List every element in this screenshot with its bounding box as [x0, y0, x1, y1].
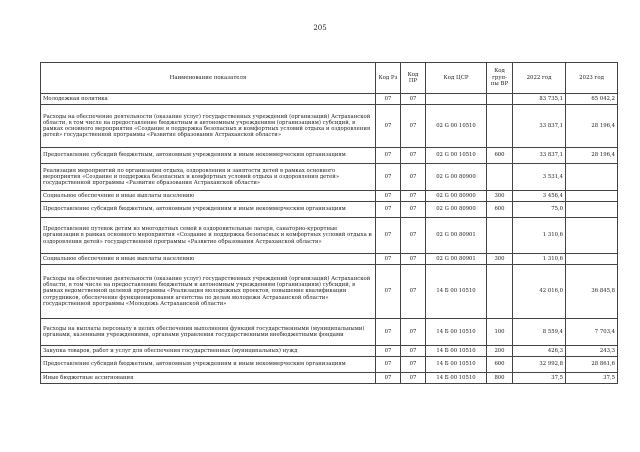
cell-pr: 07 — [401, 265, 426, 319]
cell-2023: 37,5 — [566, 373, 618, 384]
cell-2022: 3 456,4 — [513, 191, 566, 202]
cell-csr: 14 Б 00 10510 — [426, 265, 487, 319]
cell-rz: 07 — [376, 254, 401, 265]
cell-csr: 02 G 00 10510 — [426, 148, 487, 164]
cell-name: Предоставление субсидий бюджетным, автономным учреждениям и иным некоммерческим организациям — [41, 357, 376, 373]
cell-name: Расходы на выплаты персоналу в целях обеспечения выполнения функций государственными (муниципальными) органами, казенными учреждениями, органами управления государственными внебюджетными фондами — [41, 319, 376, 346]
cell-2023: 36 845,8 — [566, 265, 618, 319]
cell-2022: 1 310,6 — [513, 254, 566, 265]
cell-rz: 07 — [376, 94, 401, 105]
table-row — [41, 319, 618, 346]
cell-2023 — [566, 218, 618, 254]
cell-rz: 07 — [376, 164, 401, 191]
table-row — [41, 164, 618, 191]
cell-rz: 07 — [376, 191, 401, 202]
header-2023: 2023 год — [566, 63, 618, 94]
cell-name: Социальное обеспечение и иные выплаты населению — [41, 191, 376, 202]
cell-2023 — [566, 191, 618, 202]
cell-2023: 28 196,4 — [566, 148, 618, 164]
cell-rz: 07 — [376, 105, 401, 148]
cell-pr: 07 — [401, 164, 426, 191]
cell-2023: 243,3 — [566, 346, 618, 357]
cell-2022: 8 559,4 — [513, 319, 566, 346]
table-row — [41, 105, 618, 148]
cell-vr: 600 — [487, 357, 513, 373]
page-number: 205 — [313, 24, 327, 32]
cell-csr: 02 G 00 80900 — [426, 191, 487, 202]
cell-pr: 07 — [401, 357, 426, 373]
cell-rz: 07 — [376, 319, 401, 346]
cell-vr: 300 — [487, 191, 513, 202]
cell-name: Предоставление субсидий бюджетным, автономным учреждениям и иным некоммерческим организациям — [41, 202, 376, 218]
table-row — [41, 357, 618, 373]
cell-vr: 800 — [487, 373, 513, 384]
cell-rz: 07 — [376, 148, 401, 164]
cell-pr: 07 — [401, 254, 426, 265]
cell-rz: 07 — [376, 202, 401, 218]
cell-csr: 02 G 00 80901 — [426, 218, 487, 254]
cell-csr: 02 G 00 80901 — [426, 254, 487, 265]
cell-2023 — [566, 164, 618, 191]
cell-csr: 14 Б 00 10510 — [426, 346, 487, 357]
header-kod-vr: Код груп-пы ВР — [487, 63, 513, 94]
cell-vr: 200 — [487, 346, 513, 357]
budget-table — [40, 62, 618, 384]
cell-2023: 28 861,6 — [566, 357, 618, 373]
cell-2022: 32 992,8 — [513, 357, 566, 373]
cell-pr: 07 — [401, 218, 426, 254]
cell-csr: 14 Б 00 10510 — [426, 373, 487, 384]
table-row — [41, 254, 618, 265]
cell-2022: 33 837,1 — [513, 105, 566, 148]
table-row — [41, 265, 618, 319]
cell-vr: 600 — [487, 202, 513, 218]
cell-pr: 07 — [401, 202, 426, 218]
table-row — [41, 148, 618, 164]
cell-name: Расходы на обеспечение деятельности (оказание услуг) государственных учреждений (организаций) Астраханской области, в том числе на предоставление бюджетным и автономным учреждениям (организациям) субсидий, в рамках ведомственной целевой программы «Реализация молодежных проектов, повышение квалификации сотрудников, обеспечение функционирования агентства по делам молодежи Астраханской области» государственной программы «Молодежь Астраханской области» — [41, 265, 376, 319]
cell-csr: 02 G 00 80900 — [426, 202, 487, 218]
table-row — [41, 373, 618, 384]
cell-name: Социальное обеспечение и иные выплаты населению — [41, 254, 376, 265]
cell-name: Молодежная политика — [41, 94, 376, 105]
cell-2022: 426,3 — [513, 346, 566, 357]
cell-vr — [487, 265, 513, 319]
cell-csr: 02 G 00 80900 — [426, 164, 487, 191]
cell-vr — [487, 218, 513, 254]
cell-csr: 14 Б 00 10510 — [426, 357, 487, 373]
cell-pr: 07 — [401, 148, 426, 164]
cell-2022: 33 837,1 — [513, 148, 566, 164]
cell-vr: 300 — [487, 254, 513, 265]
cell-name: Расходы на обеспечение деятельности (оказание услуг) государственных учреждений (организаций) Астраханской области, в том числе на предоставление бюджетным и автономным учреждениям (организациям) субсидий, в рамках основного мероприятия «Создание и поддержка безопасных и комфортных условий отдыха и оздоровления детей» государственной программы «Развитие образования Астраханской области» — [41, 105, 376, 148]
cell-vr — [487, 94, 513, 105]
header-name: Наименование показателя — [41, 63, 376, 94]
cell-2023: 65 042,2 — [566, 94, 618, 105]
header-kod-csr: Код ЦСР — [426, 63, 487, 94]
cell-vr: 600 — [487, 148, 513, 164]
header-kod-pr: Код ПР — [401, 63, 426, 94]
table-row — [41, 346, 618, 357]
cell-vr — [487, 164, 513, 191]
cell-rz: 07 — [376, 218, 401, 254]
cell-pr: 07 — [401, 94, 426, 105]
cell-2022: 42 016,0 — [513, 265, 566, 319]
cell-2022: 1 310,6 — [513, 218, 566, 254]
cell-pr: 07 — [401, 105, 426, 148]
cell-rz: 07 — [376, 357, 401, 373]
cell-pr: 07 — [401, 191, 426, 202]
cell-2022: 83 735,1 — [513, 94, 566, 105]
cell-csr: 02 G 00 10510 — [426, 105, 487, 148]
cell-2023 — [566, 254, 618, 265]
cell-pr: 07 — [401, 346, 426, 357]
cell-name: Иные бюджетные ассигнования — [41, 373, 376, 384]
cell-2022: 3 531,4 — [513, 164, 566, 191]
cell-name: Закупка товаров, работ и услуг для обеспечения государственных (муниципальных) нужд — [41, 346, 376, 357]
cell-name: Предоставление путевок детям из многодетных семей в оздоровительные лагеря, санаторно-курортные организации в рамках основного мероприятия «Создание и поддержка безопасных и комфортных условий отдыха и оздоровления детей» государственной программы «Развитие образования Астраханской области» — [41, 218, 376, 254]
cell-rz: 07 — [376, 265, 401, 319]
table-row — [41, 202, 618, 218]
cell-2023 — [566, 202, 618, 218]
cell-2022: 37,5 — [513, 373, 566, 384]
cell-csr — [426, 94, 487, 105]
table-row — [41, 191, 618, 202]
table-row — [41, 218, 618, 254]
cell-2023: 7 703,4 — [566, 319, 618, 346]
header-2022: 2022 год — [513, 63, 566, 94]
cell-2023: 28 196,4 — [566, 105, 618, 148]
cell-vr — [487, 105, 513, 148]
table-header-row — [41, 63, 618, 94]
cell-pr: 07 — [401, 319, 426, 346]
cell-csr: 14 Б 00 10510 — [426, 319, 487, 346]
cell-rz: 07 — [376, 346, 401, 357]
cell-name: Реализация мероприятий по организации отдыха, оздоровления и занятости детей в рамках основного мероприятия «Создание и поддержка безопасных и комфортных условий отдыха и оздоровления детей» государственной программы «Развитие образования Астраханской области» — [41, 164, 376, 191]
cell-rz: 07 — [376, 373, 401, 384]
cell-name: Предоставление субсидий бюджетным, автономным учреждениям и иным некоммерческим организациям — [41, 148, 376, 164]
cell-vr: 100 — [487, 319, 513, 346]
cell-2022: 75,0 — [513, 202, 566, 218]
table-row — [41, 94, 618, 105]
header-kod-rz: Код Рз — [376, 63, 401, 94]
cell-pr: 07 — [401, 373, 426, 384]
